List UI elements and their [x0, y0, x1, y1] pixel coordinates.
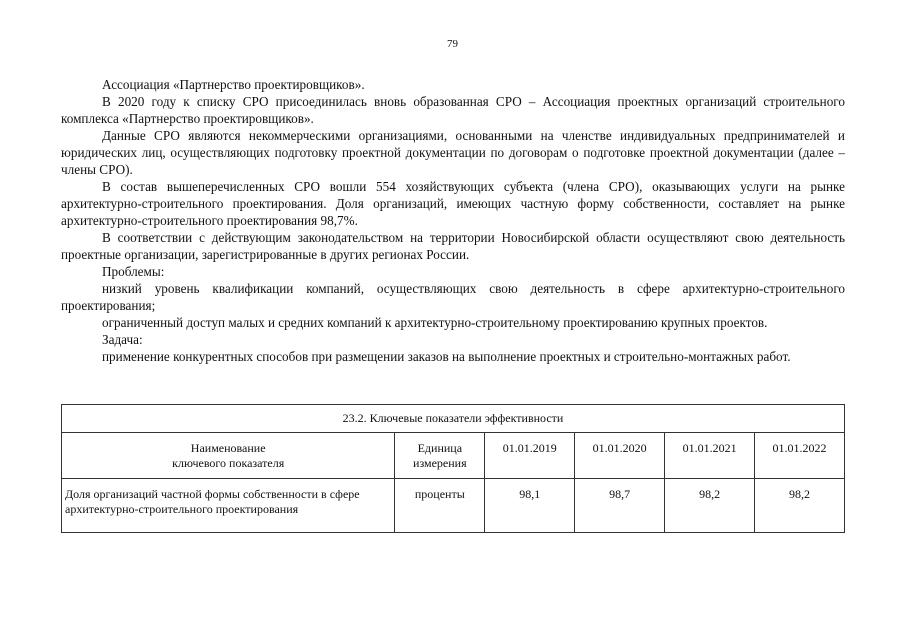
kpi-table — [61, 404, 845, 533]
page-number: 79 — [447, 38, 458, 50]
indicator-name-cell: Доля организаций частной формы собственности в сфере архитектурно-строительного проектирования — [62, 479, 395, 533]
header-indicator-name — [62, 433, 395, 479]
value-cell: 98,7 — [575, 479, 665, 533]
table-header-row — [62, 433, 845, 479]
header-date: 01.01.2020 — [575, 433, 665, 479]
value-cell: 98,2 — [665, 479, 755, 533]
header-date: 01.01.2022 — [755, 433, 845, 479]
header-text: Наименование — [190, 441, 266, 455]
header-date: 01.01.2019 — [485, 433, 575, 479]
header-text: ключевого показателя — [172, 456, 285, 470]
paragraph: низкий уровень квалификации компаний, осуществляющих свою деятельность в сфере архитектурно-строительного проектирования; — [61, 281, 845, 313]
paragraph: Проблемы: — [102, 264, 165, 279]
paragraph: Задача: — [102, 332, 143, 347]
paragraph: В состав вышеперечисленных СРО вошли 554 хозяйствующих субъекта (члена СРО), оказывающих услуги на рынке архитектурно-строительного проектирования. Доля организаций, имеющих частную форму собственности, составляет на рынке архитектурно-строительного проектирования 98,7%. — [61, 179, 845, 228]
table-row — [62, 479, 845, 533]
paragraph: Данные СРО являются некоммерческими организациями, основанными на членстве индивидуальных предпринимателей и юридических лиц, осуществляющих подготовку проектной документации по договорам о подготовке проектной документации (далее – члены СРО). — [61, 128, 845, 177]
unit-cell: проценты — [395, 479, 485, 533]
paragraph: В соответствии с действующим законодательством на территории Новосибирской области осуществляют свою деятельность проектные организации, зарегистрированные в других регионах России. — [61, 230, 845, 262]
paragraph: применение конкурентных способов при размещении заказов на выполнение проектных и строительно-монтажных работ. — [102, 349, 791, 364]
value-cell: 98,1 — [485, 479, 575, 533]
header-text: Единица — [417, 441, 463, 455]
body-text — [61, 76, 845, 365]
header-date: 01.01.2021 — [665, 433, 755, 479]
paragraph: В 2020 году к списку СРО присоединилась вновь образованная СРО – Ассоциация проектных организаций строительного комплекса «Партнерство проектировщиков». — [61, 94, 845, 126]
header-text: измерения — [413, 456, 467, 470]
header-unit — [395, 433, 485, 479]
paragraph: ограниченный доступ малых и средних компаний к архитектурно-строительному проектированию крупных проектов. — [102, 315, 768, 330]
paragraph: Ассоциация «Партнерство проектировщиков». — [102, 77, 365, 92]
value-cell: 98,2 — [755, 479, 845, 533]
table-title: 23.2. Ключевые показатели эффективности — [62, 405, 845, 433]
